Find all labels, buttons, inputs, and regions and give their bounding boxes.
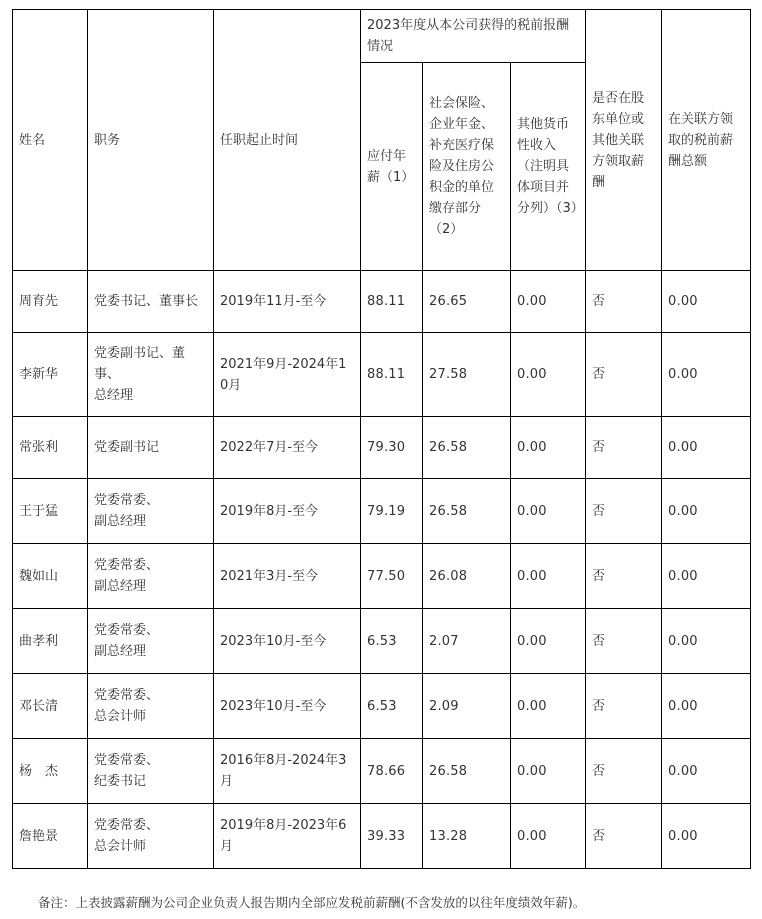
cell-position: 党委常委、 副总经理 (88, 609, 214, 674)
table-row (13, 674, 751, 739)
table-row (13, 804, 751, 869)
cell-name: 常张利 (13, 417, 88, 479)
cell-related-flag: 否 (586, 544, 662, 609)
table-row (13, 271, 751, 333)
cell-tenure: 2021年9月-2024年10月 (214, 333, 361, 417)
cell-related-flag: 否 (586, 417, 662, 479)
cell-insurance: 27.58 (423, 333, 511, 417)
cell-related-flag: 否 (586, 333, 662, 417)
cell-tenure: 2023年10月-至今 (214, 609, 361, 674)
cell-salary: 6.53 (361, 674, 423, 739)
cell-related-flag: 否 (586, 804, 662, 869)
cell-position: 党委副书记、董事、 总经理 (88, 333, 214, 417)
cell-position: 党委常委、 总会计师 (88, 674, 214, 739)
cell-related-flag: 否 (586, 271, 662, 333)
cell-salary: 6.53 (361, 609, 423, 674)
cell-tenure: 2019年8月-至今 (214, 479, 361, 544)
table-body (13, 271, 751, 869)
cell-other-income: 0.00 (511, 609, 586, 674)
header-insurance: 社会保险、企业年金、补充医疗保险及住房公积金的单位缴存部分（2） (423, 63, 511, 271)
header-related-total: 在关联方领取的税前薪酬总额 (662, 10, 751, 271)
footnote: 备注：上表披露薪酬为公司企业负责人报告期内全部应发税前薪酬(不含发放的以往年度绩效年薪)。 (38, 895, 586, 910)
cell-insurance: 26.58 (423, 739, 511, 804)
cell-position: 党委副书记 (88, 417, 214, 479)
cell-related-total: 0.00 (662, 333, 751, 417)
cell-position: 党委常委、 副总经理 (88, 544, 214, 609)
table-row (13, 739, 751, 804)
cell-other-income: 0.00 (511, 417, 586, 479)
cell-position: 党委书记、董事长 (88, 271, 214, 333)
cell-other-income: 0.00 (511, 674, 586, 739)
cell-name: 邓长清 (13, 674, 88, 739)
cell-other-income: 0.00 (511, 804, 586, 869)
cell-tenure: 2023年10月-至今 (214, 674, 361, 739)
compensation-table (12, 9, 751, 869)
cell-insurance: 26.58 (423, 417, 511, 479)
header-tenure: 任职起止时间 (214, 10, 361, 271)
cell-name: 周育先 (13, 271, 88, 333)
cell-related-total: 0.00 (662, 479, 751, 544)
cell-name: 杨 杰 (13, 739, 88, 804)
cell-related-total: 0.00 (662, 609, 751, 674)
cell-related-flag: 否 (586, 479, 662, 544)
table-row (13, 544, 751, 609)
cell-other-income: 0.00 (511, 479, 586, 544)
cell-other-income: 0.00 (511, 544, 586, 609)
cell-related-flag: 否 (586, 609, 662, 674)
cell-tenure: 2016年8月-2024年3月 (214, 739, 361, 804)
cell-related-total: 0.00 (662, 544, 751, 609)
cell-salary: 88.11 (361, 333, 423, 417)
header-related-flag: 是否在股东单位或其他关联方领取薪酬 (586, 10, 662, 271)
cell-insurance: 2.07 (423, 609, 511, 674)
cell-insurance: 26.65 (423, 271, 511, 333)
cell-insurance: 26.08 (423, 544, 511, 609)
cell-insurance: 2.09 (423, 674, 511, 739)
cell-name: 魏如山 (13, 544, 88, 609)
header-name: 姓名 (13, 10, 88, 271)
cell-position: 党委常委、 副总经理 (88, 479, 214, 544)
cell-position: 党委常委、 总会计师 (88, 804, 214, 869)
cell-name: 詹艳景 (13, 804, 88, 869)
cell-salary: 79.30 (361, 417, 423, 479)
header-other-income: 其他货币性收入（注明具体项目并分列）（3） (511, 63, 586, 271)
cell-related-total: 0.00 (662, 417, 751, 479)
cell-insurance: 26.58 (423, 479, 511, 544)
table-row (13, 333, 751, 417)
header-pay-group: 2023年度从本公司获得的税前报酬情况 (361, 10, 586, 63)
cell-tenure: 2022年7月-至今 (214, 417, 361, 479)
cell-tenure: 2019年11月-至今 (214, 271, 361, 333)
cell-related-total: 0.00 (662, 804, 751, 869)
cell-salary: 78.66 (361, 739, 423, 804)
cell-other-income: 0.00 (511, 271, 586, 333)
cell-name: 王于猛 (13, 479, 88, 544)
cell-name: 曲孝利 (13, 609, 88, 674)
header-salary: 应付年薪（1） (361, 63, 423, 271)
cell-related-total: 0.00 (662, 674, 751, 739)
cell-related-flag: 否 (586, 674, 662, 739)
cell-insurance: 13.28 (423, 804, 511, 869)
cell-tenure: 2019年8月-2023年6月 (214, 804, 361, 869)
table-row (13, 479, 751, 544)
cell-other-income: 0.00 (511, 333, 586, 417)
cell-position: 党委常委、 纪委书记 (88, 739, 214, 804)
cell-tenure: 2021年3月-至今 (214, 544, 361, 609)
header-position: 职务 (88, 10, 214, 271)
table-row (13, 609, 751, 674)
cell-salary: 77.50 (361, 544, 423, 609)
cell-salary: 39.33 (361, 804, 423, 869)
cell-related-total: 0.00 (662, 271, 751, 333)
table-row (13, 417, 751, 479)
cell-related-flag: 否 (586, 739, 662, 804)
cell-related-total: 0.00 (662, 739, 751, 804)
cell-salary: 88.11 (361, 271, 423, 333)
cell-other-income: 0.00 (511, 739, 586, 804)
cell-salary: 79.19 (361, 479, 423, 544)
cell-name: 李新华 (13, 333, 88, 417)
